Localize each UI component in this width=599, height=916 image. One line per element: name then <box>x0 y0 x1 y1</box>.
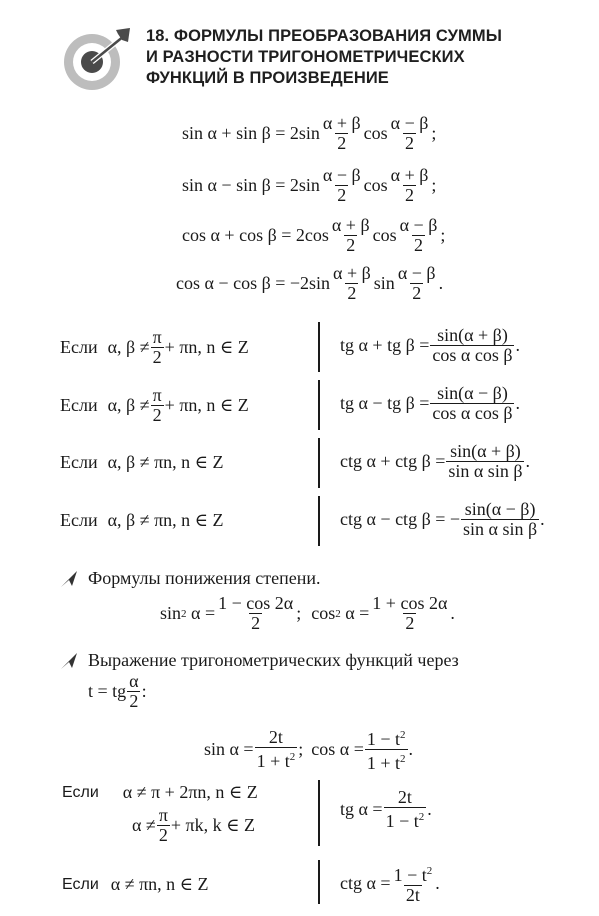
denominator: sin α sin β <box>463 519 538 539</box>
condition-text: α ≠ πn, n ∈ Z <box>110 874 209 894</box>
fraction <box>370 594 449 633</box>
fraction <box>216 594 295 633</box>
condition-text: α, β ≠ <box>107 337 150 357</box>
formula-ctg-diff <box>340 500 545 539</box>
numerator: α − β <box>399 215 438 235</box>
numerator: π <box>152 327 162 347</box>
title-line-3: ФУНКЦИЙ В ПРОИЗВЕДЕНИЕ <box>146 69 389 87</box>
if-word: Если <box>60 395 98 415</box>
formula-sin-diff <box>182 166 436 205</box>
condition-text: α ≠ <box>132 815 156 835</box>
fraction <box>151 386 164 425</box>
numerator: α − β <box>390 113 429 133</box>
title-line-2: И РАЗНОСТИ ТРИГОНОМЕТРИЧЕСКИХ <box>146 48 465 66</box>
denominator: 2 <box>347 283 357 303</box>
condition-4 <box>60 510 223 531</box>
divider <box>318 322 320 372</box>
formula-text: ; <box>431 123 437 143</box>
formula-cos-sum <box>182 216 445 255</box>
denominator: 2 <box>251 613 261 633</box>
fraction <box>255 728 298 771</box>
formula-tg-t <box>340 788 432 831</box>
exponent: 2 <box>289 751 296 763</box>
exponent: 2 <box>400 729 406 741</box>
numerator: α + β <box>333 263 371 283</box>
formula-text: tg α − tg β = <box>340 393 430 413</box>
numerator: α − β <box>322 165 361 185</box>
formula-text: sin α + sin β = 2sin <box>182 123 320 143</box>
section-power-title <box>60 568 321 589</box>
denominator: sin α sin β <box>448 461 523 481</box>
title-line-1: 18. ФОРМУЛЫ ПРЕОБРАЗОВАНИЯ СУММЫ <box>146 27 502 45</box>
formula-text: . <box>515 393 520 413</box>
denominator-text: 1 + t <box>256 751 290 771</box>
denominator: 2 <box>337 185 347 205</box>
formula-text: tg α + tg β = <box>340 335 430 355</box>
fraction <box>321 114 363 153</box>
formula-text: . <box>438 273 444 293</box>
formula-text: ; <box>296 603 302 623</box>
numerator: 1 − cos 2α <box>218 593 294 613</box>
formula-text: ctg α + ctg β = <box>340 451 446 471</box>
condition-1 <box>60 328 249 367</box>
condition-3 <box>60 452 223 473</box>
numerator: 2t <box>397 787 412 807</box>
formula-text: . <box>408 739 413 759</box>
condition-text: α, β ≠ πn, n ∈ Z <box>107 452 224 472</box>
formula-text: cos α = <box>311 739 364 759</box>
fraction <box>365 726 408 773</box>
numerator: sin(α − β) <box>464 499 536 519</box>
formula-text: cos <box>363 175 388 195</box>
denominator <box>255 747 298 771</box>
numerator: α + β <box>331 215 370 235</box>
fraction <box>330 216 372 255</box>
section-title: Выражение тригонометрических функций через <box>88 650 459 670</box>
if-word: Если <box>62 875 99 893</box>
fraction <box>461 500 539 539</box>
condition-tg-t <box>62 782 258 803</box>
formula-tg-sum <box>340 326 520 365</box>
formula-sin-sum <box>182 114 436 153</box>
formula-text: : <box>141 681 147 701</box>
formula-text: ; <box>431 175 437 195</box>
denominator <box>384 807 427 831</box>
exponent: 2 <box>181 607 187 620</box>
condition-text: α ≠ π + 2πn, n ∈ Z <box>122 782 258 802</box>
formula-ctg-sum <box>340 442 530 481</box>
pointer-arrow-icon <box>60 570 78 588</box>
denominator: cos α cos β <box>432 345 513 365</box>
exponent: 2 <box>426 865 433 877</box>
denominator: 2 <box>405 185 415 205</box>
fraction <box>389 114 431 153</box>
divider <box>318 380 320 430</box>
section-title: Формулы понижения степени. <box>88 568 321 588</box>
formula-text: sin <box>373 273 395 293</box>
denominator: 2 <box>346 235 356 255</box>
formula-text: . <box>515 335 520 355</box>
numerator <box>365 726 408 749</box>
formula-ctg-t <box>340 862 440 905</box>
exponent: 2 <box>418 811 425 823</box>
condition-2 <box>60 386 249 425</box>
formula-text: cos <box>372 225 397 245</box>
fraction <box>430 326 514 365</box>
formula-text: sin α = <box>204 739 254 759</box>
formula-text: ; <box>440 225 446 245</box>
condition-tg-t-2 <box>132 806 255 845</box>
numerator: 2t <box>268 727 283 747</box>
formula-text: α = <box>191 603 216 623</box>
denominator: 2 <box>337 133 347 153</box>
section-tsub-title <box>60 650 459 671</box>
numerator: α + β <box>390 165 429 185</box>
numerator: α <box>129 671 139 691</box>
formula-text: tg α = <box>340 799 383 819</box>
numerator: π <box>158 805 168 825</box>
condition-ctg-t <box>62 874 208 895</box>
formula-cos-diff <box>176 264 443 303</box>
formula-text: cos <box>363 123 388 143</box>
exponent: 2 <box>400 753 406 765</box>
if-word: Если <box>60 337 98 357</box>
fraction <box>384 788 427 831</box>
denominator: 2 <box>412 283 422 303</box>
numerator-text: 1 − t <box>366 729 400 749</box>
formula-sin-cos-t <box>204 726 413 773</box>
formula-text: . <box>525 451 530 471</box>
divider <box>318 860 320 904</box>
formula-text: . <box>450 603 455 623</box>
condition-text: α, β ≠ πn, n ∈ Z <box>107 510 224 530</box>
formula-text: cos α + cos β = 2cos <box>182 225 329 245</box>
numerator: α − β <box>397 263 436 283</box>
formula-text: sin <box>160 603 182 623</box>
formula-text: ctg α − ctg β = − <box>340 509 461 529</box>
fraction <box>396 264 438 303</box>
page-title <box>146 26 586 89</box>
formula-text: α = <box>345 603 370 623</box>
numerator: α + β <box>322 113 361 133</box>
formula-t-def <box>88 672 147 711</box>
fraction <box>389 166 431 205</box>
numerator <box>392 862 435 885</box>
formula-text: t = tg <box>88 681 127 701</box>
if-word: Если <box>60 452 98 472</box>
formula-power <box>160 594 455 633</box>
if-word: Если <box>62 783 99 801</box>
formula-text: . <box>435 873 440 893</box>
fraction <box>157 806 170 845</box>
denominator: cos α cos β <box>432 403 513 423</box>
fraction <box>430 384 514 423</box>
numerator: sin(α + β) <box>437 325 508 345</box>
denominator: 2 <box>158 825 168 845</box>
denominator: 2 <box>152 405 162 425</box>
numerator-text: 1 − t <box>393 865 427 885</box>
fraction <box>392 862 435 905</box>
divider <box>318 780 320 846</box>
denominator: 2t <box>405 885 420 905</box>
divider <box>318 438 320 488</box>
fraction <box>151 328 164 367</box>
numerator: π <box>152 385 162 405</box>
if-word: Если <box>60 510 98 530</box>
fraction <box>321 166 363 205</box>
condition-text: + πn, n ∈ Z <box>164 337 249 357</box>
formula-text: ; <box>298 739 304 759</box>
divider <box>318 496 320 546</box>
condition-text: + πk, k ∈ Z <box>170 815 255 835</box>
formula-text: . <box>427 799 432 819</box>
fraction <box>446 442 524 481</box>
denominator: 2 <box>414 235 423 255</box>
pointer-arrow-icon <box>60 652 78 670</box>
denominator-text: 1 − t <box>385 811 419 831</box>
fraction <box>398 216 440 255</box>
target-arrow-icon <box>58 26 132 92</box>
formula-text: sin α − sin β = 2sin <box>182 175 320 195</box>
exponent: 2 <box>335 607 341 620</box>
numerator: sin(α + β) <box>450 441 521 461</box>
numerator: sin(α − β) <box>437 383 508 403</box>
fraction <box>127 672 140 711</box>
denominator: 2 <box>129 691 139 711</box>
formula-tg-diff <box>340 384 520 423</box>
formula-text: cos α − cos β = −2sin <box>176 273 331 293</box>
condition-text: α, β ≠ <box>107 395 150 415</box>
formula-text: cos <box>311 603 336 623</box>
denominator: 2 <box>405 613 415 633</box>
numerator: 1 + cos 2α <box>372 593 448 613</box>
denominator <box>365 749 408 773</box>
denominator: 2 <box>405 133 415 153</box>
formula-text: ctg α = <box>340 873 391 893</box>
fraction <box>331 264 373 303</box>
condition-text: + πn, n ∈ Z <box>164 395 249 415</box>
denominator: 2 <box>152 347 162 367</box>
denominator-text: 1 + t <box>366 753 400 773</box>
formula-text: . <box>540 509 545 529</box>
